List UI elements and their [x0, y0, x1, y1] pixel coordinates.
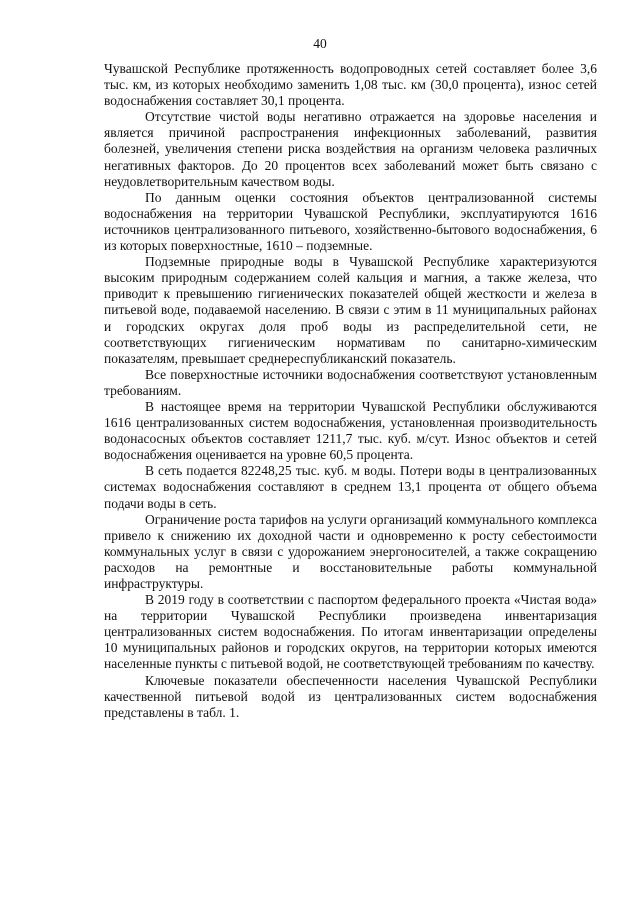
paragraph: Ограничение роста тарифов на услуги организаций коммунального комплекса привело к снижению их доходной части и одновременно к росту себестоимости коммунальных услуг в связи с удорожанием энергоносителей, а также сокращению расходов на ремонтные и восстановительные работы коммунальной инфраструктуры. — [104, 511, 597, 591]
paragraph: Ключевые показатели обеспеченности населения Чувашской Республики качественной питьевой водой из централизованных систем водоснабжения представлены в табл. 1. — [104, 672, 597, 720]
page-number: 40 — [313, 36, 327, 51]
paragraph: По данным оценки состояния объектов централизованной системы водоснабжения на территории Чувашской Республики, эксплуатируются 1616 источников централизованного питьевого, хозяйственно-бытового водоснабжения, 6 из которых поверхностные, 1610 – подземные. — [104, 189, 597, 254]
document-body — [104, 61, 597, 721]
paragraph: Отсутствие чистой воды негативно отражается на здоровье населения и является причиной распространения инфекционных заболеваний, развития болезней, увеличения степени риска воздействия на организм человека различных негативных факторов. До 20 процентов всех заболеваний может быть связано с неудовлетворительным качеством воды. — [104, 109, 597, 189]
paragraph: В сеть подается 82248,25 тыс. куб. м воды. Потери воды в централизованных системах водоснабжения составляют в среднем 13,1 процента от общего объема подачи воды в сеть. — [104, 463, 597, 511]
paragraph: Подземные природные воды в Чувашской Республике характеризуются высоким природным содержанием солей кальция и магния, а также железа, что приводит к превышению гигиенических показателей общей жесткости и железа в питьевой воде, подаваемой населению. В связи с этим в 11 муниципальных районах и городских округах доля проб воды из распределительной сети, не соответствующих гигиеническим нормативам по санитарно-химическим показателям, превышает среднереспубликанский показатель. — [104, 254, 597, 366]
paragraph: В 2019 году в соответствии с паспортом федерального проекта «Чистая вода» на территории Чувашской Республики произведена инвентаризация централизованных систем водоснабжения. По итогам инвентаризации определены 10 муниципальных районов и городских округов, на территории которых имеются населенные пункты с питьевой водой, не соответствующей требованиям по качеству. — [104, 592, 597, 672]
paragraph: Чувашской Республике протяженность водопроводных сетей составляет более 3,6 тыс. км, из которых необходимо заменить 1,08 тыс. км (30,0 процента), износ сетей водоснабжения составляет 30,1 процента. — [104, 61, 597, 109]
paragraph: Все поверхностные источники водоснабжения соответствуют установленным требованиям. — [104, 366, 597, 398]
paragraph: В настоящее время на территории Чувашской Республики обслуживаются 1616 централизованных систем водоснабжения, установленная производительность водонасосных объектов составляет 1211,7 тыс. куб. м/сут. Износ объектов и сетей водоснабжения оценивается на уровне 60,5 процента. — [104, 398, 597, 463]
